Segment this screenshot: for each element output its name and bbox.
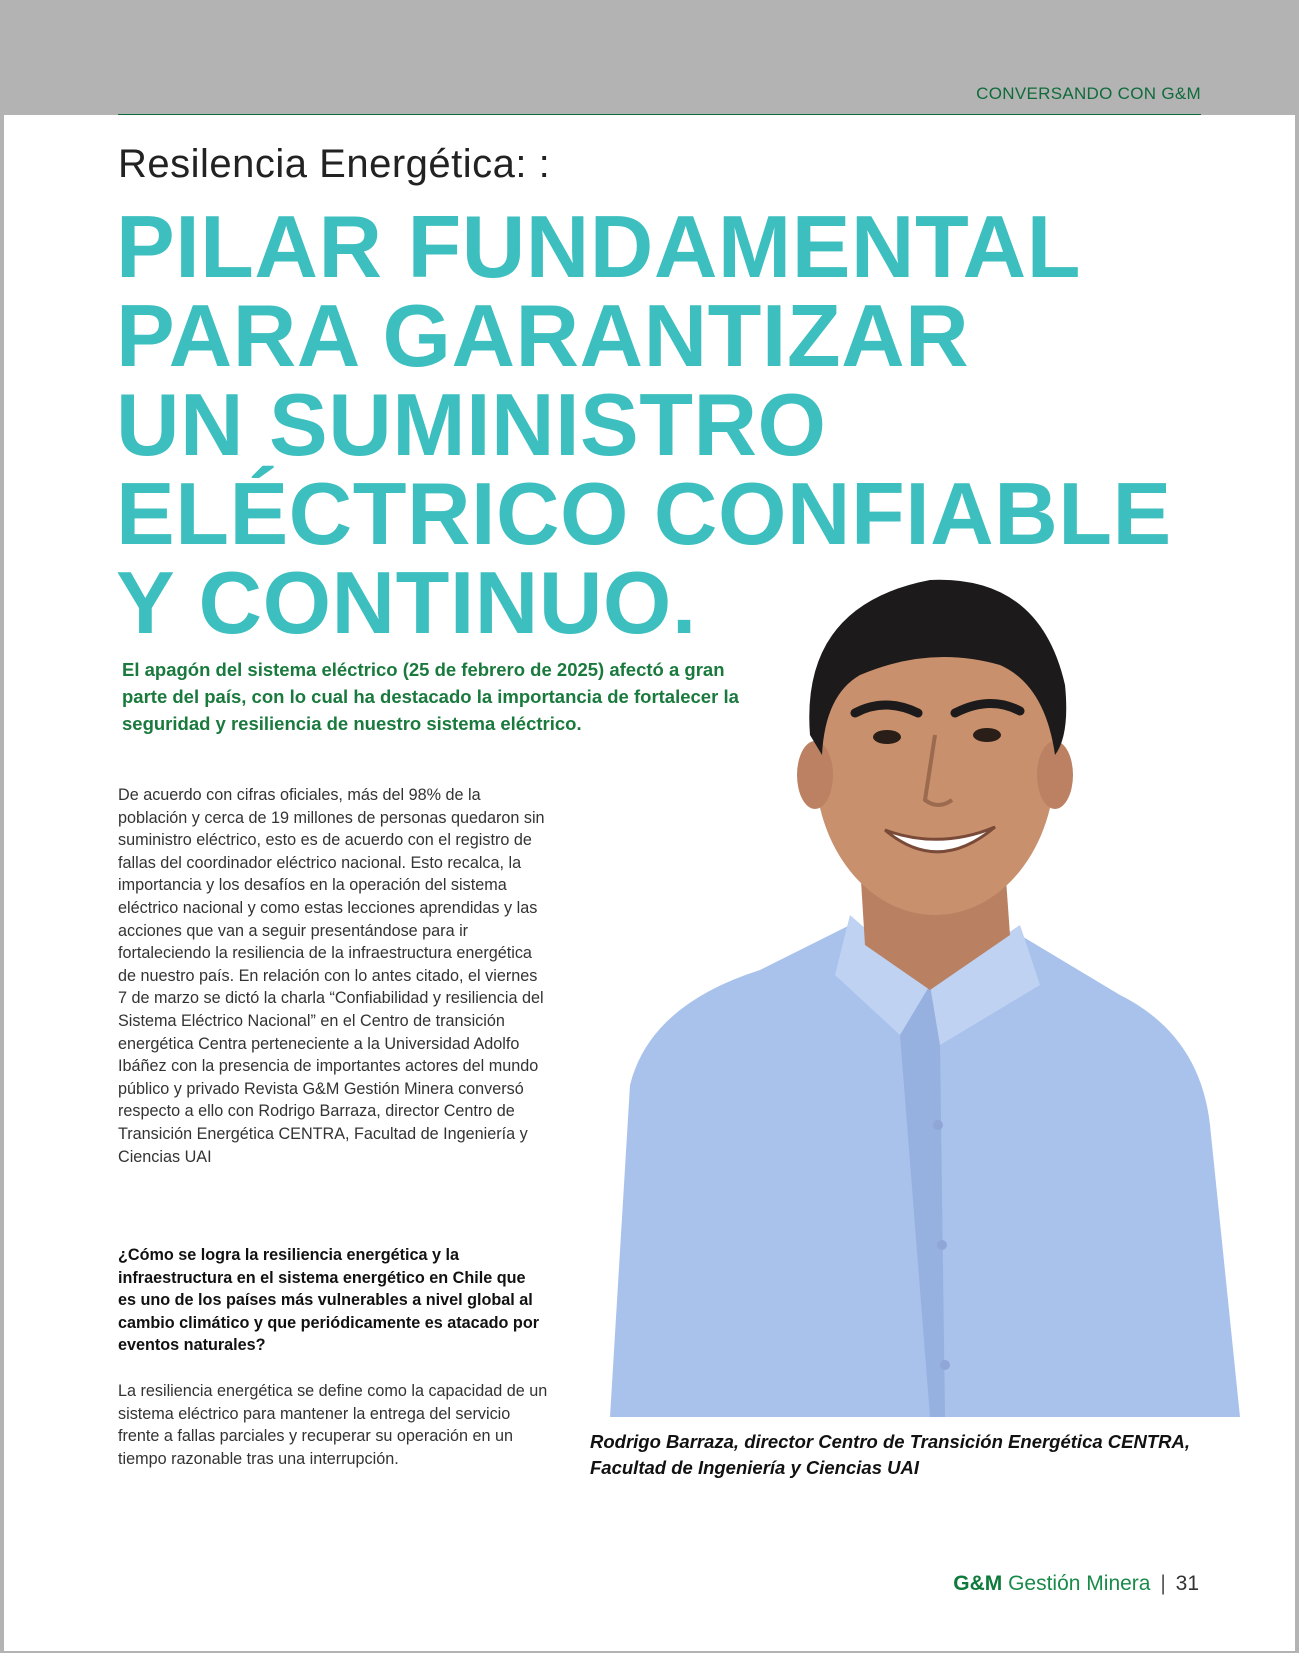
eye [873,730,901,744]
page-footer [953,1572,1199,1596]
footer-brand: G&M [953,1572,1003,1595]
headline-line: PARA GARANTIZAR [116,286,970,385]
portrait-photo [600,565,1245,1417]
body-paragraph: La resiliencia energética se define como la capacidad de un sistema eléctrico para mantener la entrega del servicio frente a fallas parciales y recuperar su operación en un tiempo razonable tras una interrupción. [118,1382,548,1468]
photo-caption: Rodrigo Barraza, director Centro de Transición Energética CENTRA, Facultad de Ingeniería y Ciencias UAI [590,1431,1191,1478]
headline-line: PILAR FUNDAMENTAL [116,197,1081,296]
body-paragraph: De acuerdo con cifras oficiales, más del 98% de la población y cerca de 19 millones de personas quedaron sin suministro eléctrico, esto es de acuerdo con el registro de fallas del coordinador eléctrico nacional. Esto recalca, la importancia y los desafíos en la operación del sistema eléctrico nacional y como estas lecciones aprendidas y las acciones que van a seguir presentándose para ir fortaleciendo la resiliencia de la infraestructura energética de nuestro país. En relación con lo antes citado, el viernes 7 de marzo se dictó la charla “Confiabilidad y resiliencia del Sistema Eléctrico Nacional” en el Centro de transición energética Centra perteneciente a la Universidad Adolfo Ibáñez con la presencia de importantes actores del mundo público y privado Revista G&M Gestión Minera conversó respecto a ello con Rodrigo Barraza, director Centro de Transición Energética CENTRA, Facultad de Ingeniería y Ciencias UAI [118,786,545,1166]
headline-line: ELÉCTRICO CONFIABLE [116,464,1172,563]
article-lead: El apagón del sistema eléctrico (25 de febrero de 2025) afectó a gran parte del país, con lo cual ha destacado la importancia de fortalecer la seguridad y resiliencia de nuestro sistema eléctrico. [122,659,739,734]
ear [797,741,833,809]
header-rule [118,114,1201,115]
section-label: CONVERSANDO CON G&M [976,84,1201,103]
headline-line: Y CONTINUO. [116,553,697,652]
interview-question: ¿Cómo se logra la resiliencia energética y la infraestructura en el sistema energético en Chile que es uno de los países más vulnerables a nivel global al cambio climático y que periódicamente es atacado por eventos naturales? [118,1246,540,1355]
footer-publication: Gestión Minera [1008,1572,1151,1595]
footer-separator: | [1160,1572,1166,1595]
shirt-button [940,1360,950,1370]
eye [973,728,1001,742]
headline-line: UN SUMINISTRO [116,375,827,474]
article-kicker: Resilencia Energética: : [118,142,551,186]
shirt-button [937,1240,947,1250]
page-number: 31 [1175,1572,1199,1595]
shirt-button [933,1120,943,1130]
